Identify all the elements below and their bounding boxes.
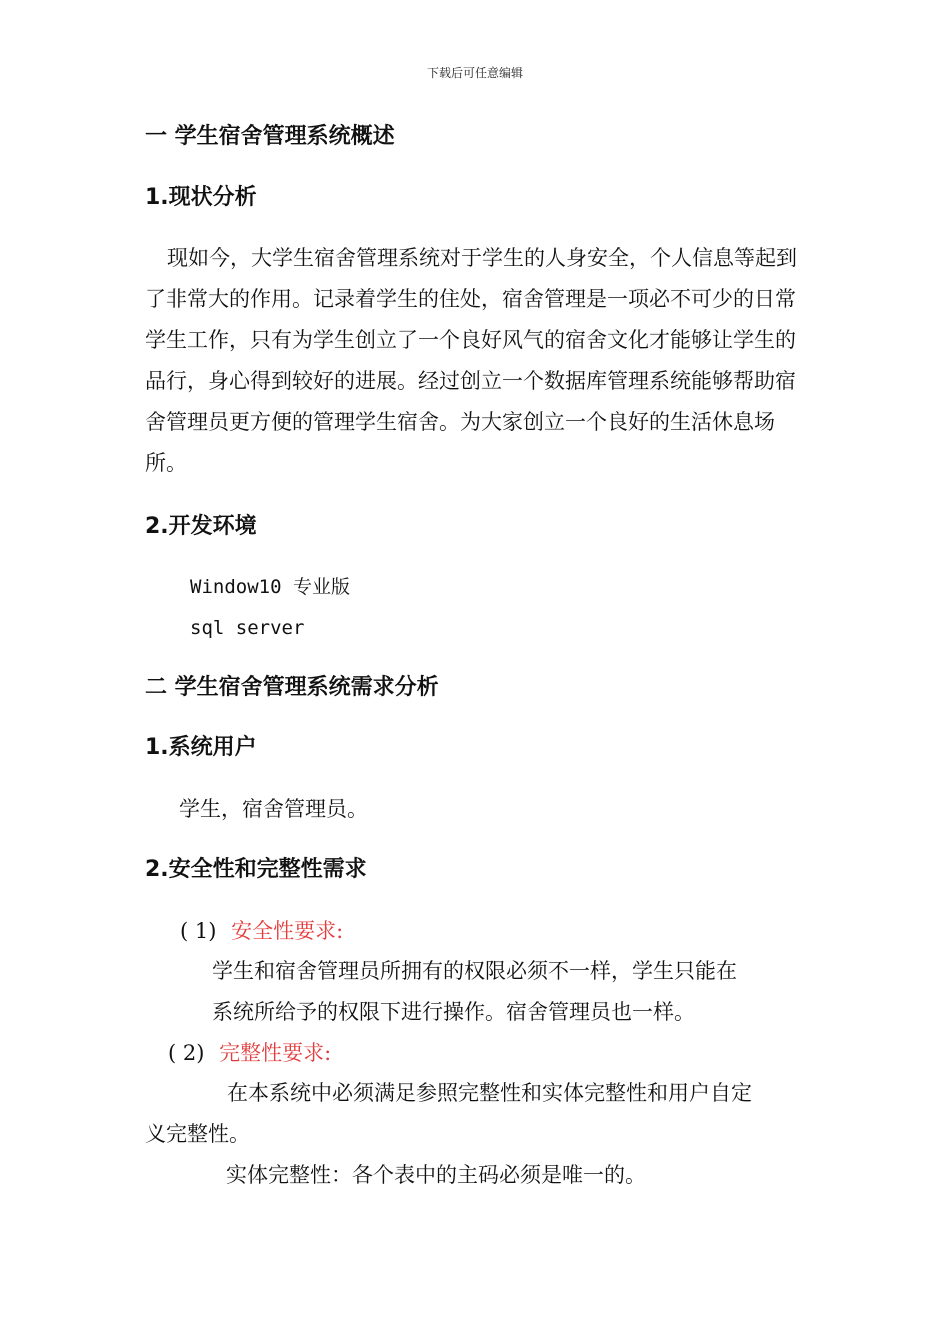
security-requirement-item bbox=[180, 916, 343, 946]
security-requirement-marker: ( 1) bbox=[180, 919, 217, 943]
integrity-requirement-label: 完整性要求: bbox=[219, 1041, 332, 1065]
security-requirement-label: 安全性要求: bbox=[231, 919, 344, 943]
dev-environment-os: Window10 专业版 bbox=[190, 576, 350, 598]
subsection-dev-environment-title: 2.开发环境 bbox=[145, 514, 257, 539]
subsection-system-users-title: 1.系统用户 bbox=[145, 735, 257, 760]
subsection-status-analysis-title: 1.现状分析 bbox=[145, 185, 257, 210]
system-users-text: 学生，宿舍管理员。 bbox=[179, 797, 368, 821]
section-1-title: 一 学生宿舍管理系统概述 bbox=[145, 124, 395, 149]
integrity-requirement-line-1: 在本系统中必须满足参照完整性和实体完整性和用户自定 bbox=[227, 1081, 752, 1105]
security-requirement-line-1: 学生和宿舍管理员所拥有的权限必须不一样，学生只能在 bbox=[212, 959, 737, 983]
status-analysis-paragraph: 现如今，大学生宿舍管理系统对于学生的人身安全，个人信息等起到了非常大的作用。记录着学生的住处，宿舍管理是一项必不可少的日常学生工作，只有为学生创立了一个良好风气的宿舍文化才能够让学生的品行，身心得到较好的进展。经过创立一个数据库管理系统能够帮助宿舍管理员更方便的管理学生宿舍。为大家创立一个良好的生活休息场所。 bbox=[145, 246, 797, 475]
section-2-title: 二 学生宿舍管理系统需求分析 bbox=[145, 675, 439, 700]
entity-integrity-line: 实体完整性：各个表中的主码必须是唯一的。 bbox=[226, 1163, 646, 1187]
integrity-requirement-item bbox=[168, 1038, 331, 1068]
security-requirement-line-2: 系统所给予的权限下进行操作。宿舍管理员也一样。 bbox=[212, 1000, 695, 1024]
subsection-security-integrity-title: 2.安全性和完整性需求 bbox=[145, 857, 367, 882]
integrity-requirement-line-2: 义完整性。 bbox=[145, 1122, 250, 1146]
integrity-requirement-marker: ( 2) bbox=[168, 1041, 205, 1065]
dev-environment-database: sql server bbox=[190, 617, 305, 639]
page-header-note: 下载后可任意编辑 bbox=[426, 66, 523, 80]
